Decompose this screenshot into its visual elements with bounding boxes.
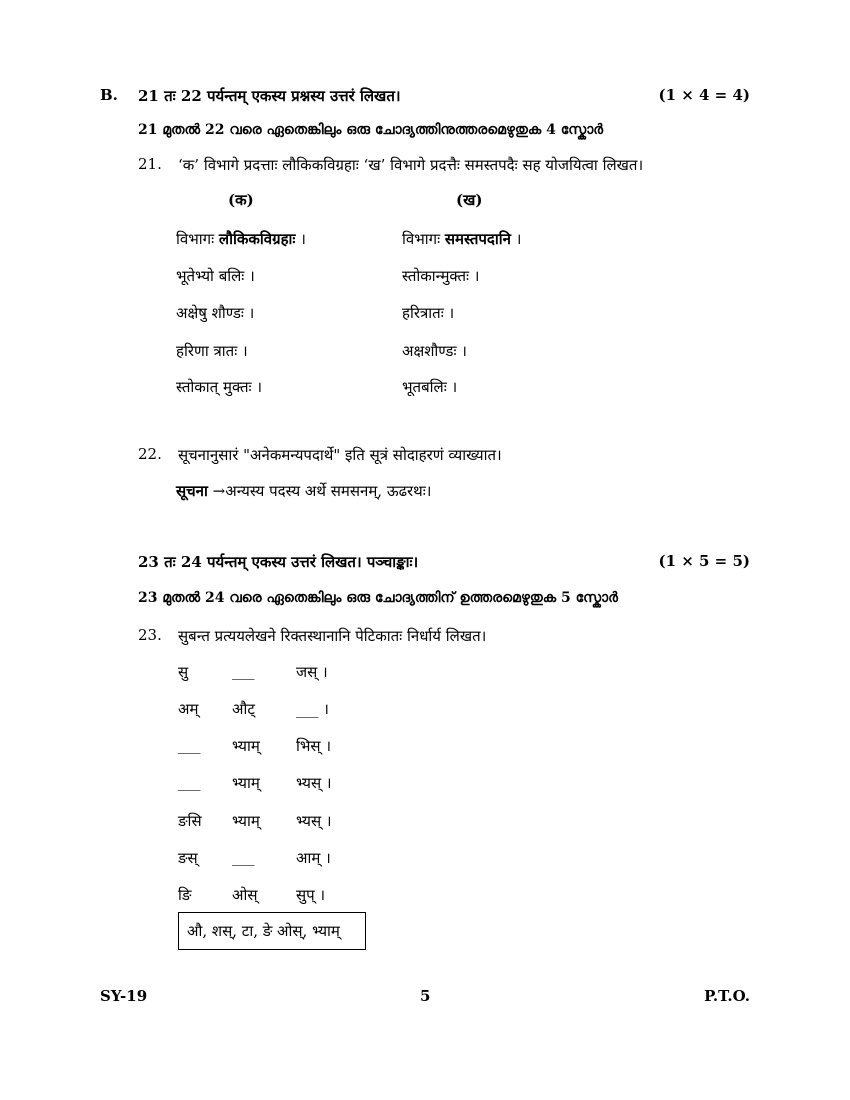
column-b-item: स्तोकान्मुक्तः । — [402, 267, 480, 285]
column-a-item: भूतेभ्यो बलिः । — [176, 267, 255, 285]
hint-label: सूचना — [176, 482, 208, 500]
table-cell: ___ — [232, 662, 255, 680]
table-cell: ___ — [232, 848, 255, 866]
column-a-heading: (क) — [228, 191, 254, 209]
table-cell: अम् — [178, 700, 199, 718]
table-cell: ङसि — [178, 812, 202, 830]
page-number: 5 — [420, 987, 431, 1005]
section-letter: B. — [100, 86, 118, 104]
column-b-title — [402, 229, 521, 249]
table-cell: भ्यस् । — [296, 812, 332, 830]
column-b-item: भूतबलिः । — [402, 378, 458, 396]
section-c-marks: (1 × 5 = 5) — [658, 552, 750, 570]
column-b-item: अक्षशौण्डः । — [402, 342, 467, 360]
section-c-malayalam: 23 മുതൽ 24 വരെ ഏതെങ്കിലും ഒരു ചോദ്യത്തിന് ഉത്തരമെഴുതുക 5 സ്കോർ — [138, 590, 618, 606]
question-text: सूचनानुसारं "अनेकमन्यपदार्थे" इति सूत्रं सोदाहरणं व्याख्यात। — [178, 446, 502, 464]
paper-code: SY-19 — [100, 987, 148, 1005]
table-cell: औट् — [232, 700, 255, 718]
question-number: 22. — [138, 445, 162, 463]
label-prefix: विभागः — [402, 230, 445, 248]
table-cell: भिस् । — [296, 737, 332, 755]
table-cell: भ्याम् — [232, 737, 260, 755]
options-box — [178, 912, 366, 950]
column-a-title — [176, 229, 306, 249]
arrow-icon: → — [212, 482, 226, 500]
hint-line — [176, 481, 431, 501]
section-c-heading: 23 तः 24 पर्यन्तम् एकस्य उत्तरं लिखत। पञ्चाङ्काः। — [138, 553, 419, 571]
table-cell: ___ — [178, 736, 201, 754]
question-number: 21. — [138, 155, 162, 173]
table-cell: ___ — [178, 773, 201, 791]
table-cell: ओस् — [232, 886, 258, 904]
table-cell: ___ । — [296, 700, 329, 718]
options-text: औ, शस्, टा, ङे ओस्, भ्याम् — [187, 922, 340, 940]
label-suffix: । — [510, 230, 522, 248]
question-text: सुबन्त प्रत्ययलेखने रिक्तस्थानानि पेटिकातः निर्धार्य लिखत। — [178, 627, 487, 645]
label-bold: लौकिकविग्रहाः — [218, 230, 296, 248]
column-b-heading: (ख) — [456, 191, 483, 209]
section-b-malayalam: 21 മുതൽ 22 വരെ ഏതെങ്കിലും ഒരു ചോദ്യത്തിനുത്തരമെഴുതുക 4 സ്കോർ — [138, 122, 604, 138]
table-cell: भ्याम् — [232, 774, 260, 792]
column-a-item: हरिणा त्रातः । — [176, 342, 248, 360]
table-cell: ङस् — [178, 849, 198, 867]
table-cell: ङि — [178, 886, 192, 904]
label-suffix: । — [295, 230, 306, 248]
table-cell: सुप् । — [296, 886, 326, 904]
table-cell: सु — [178, 663, 189, 681]
section-b-marks: (1 × 4 = 4) — [658, 86, 750, 104]
pto-label: P.T.O. — [704, 987, 750, 1005]
question-text: ‘क’ विभागे प्रदत्ताः लौकिकविग्रहाः ‘ख’ विभागे प्रदत्तैः समस्तपदैः सह योजयित्वा लिखत। — [178, 156, 644, 174]
table-cell: आम् । — [296, 849, 331, 867]
table-cell: जस् । — [296, 663, 328, 681]
column-a-item: स्तोकात् मुक्तः । — [176, 378, 263, 396]
question-number: 23. — [138, 626, 162, 644]
table-cell: भ्याम् — [232, 812, 260, 830]
column-a-item: अक्षेषु शौण्डः । — [176, 304, 255, 322]
section-b-heading: 21 तः 22 पर्यन्तम् एकस्य प्रश्नस्य उत्तरं लिखत। — [138, 87, 401, 105]
label-bold: समस्तपदानि — [444, 230, 511, 248]
hint-text: अन्यस्य पदस्य अर्थे समसनम्, ऊढरथः। — [225, 482, 432, 500]
label-prefix: विभागः — [176, 230, 219, 248]
table-cell: भ्यस् । — [296, 774, 332, 792]
column-b-item: हरित्रातः । — [402, 304, 455, 322]
